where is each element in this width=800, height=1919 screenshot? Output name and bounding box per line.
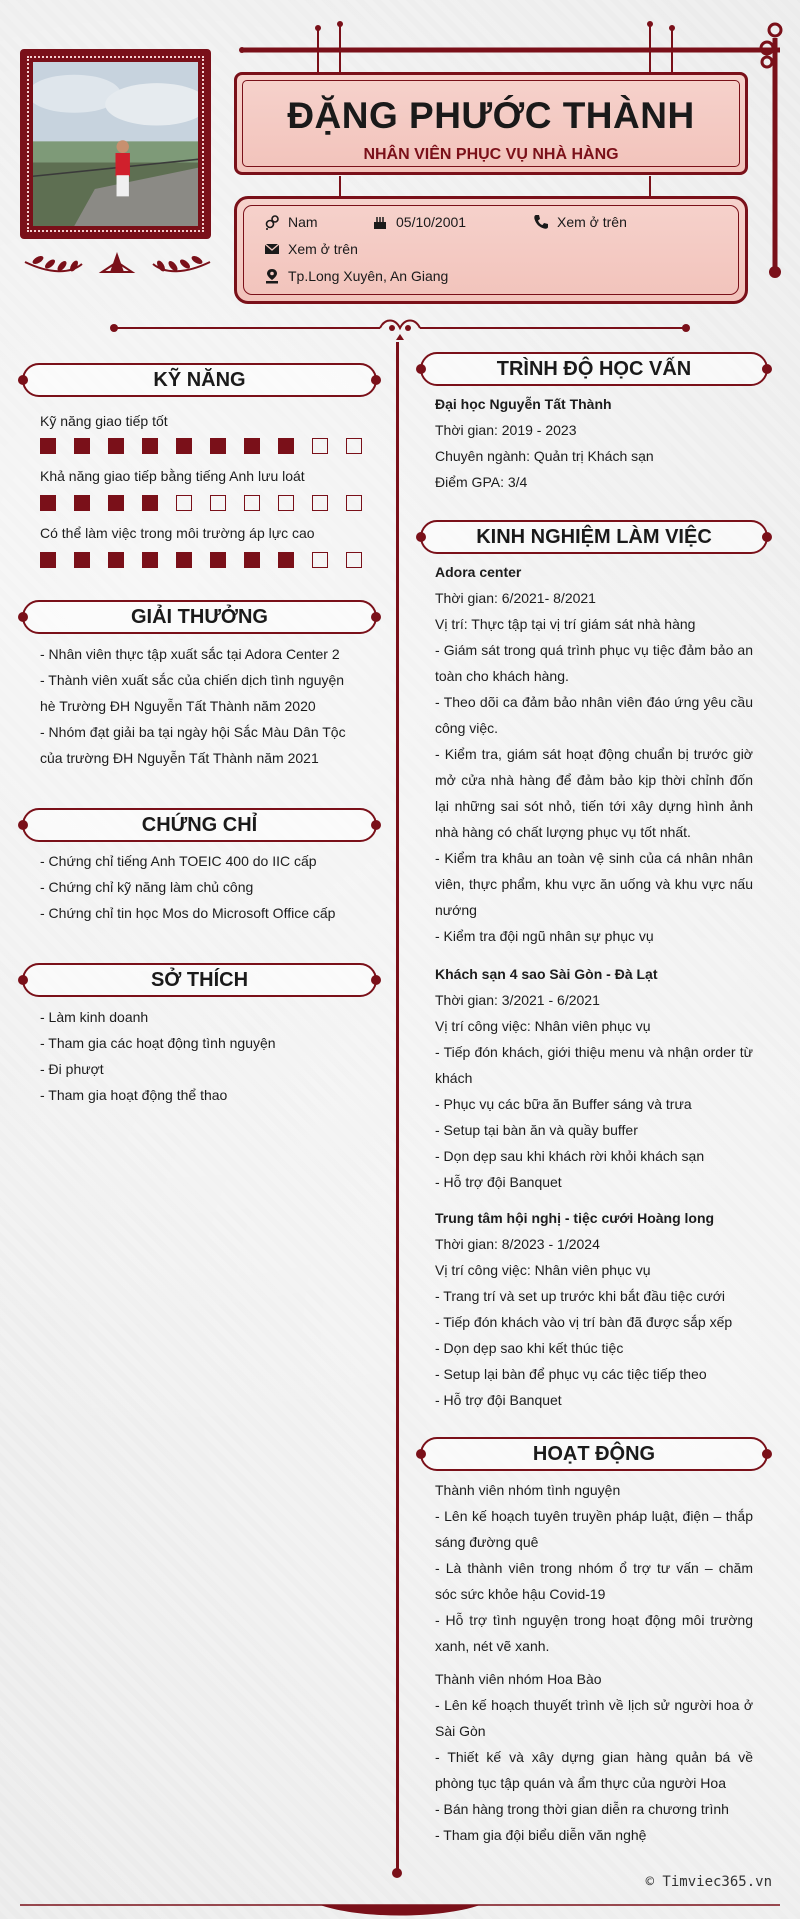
experience-time: Thời gian: 8/2023 - 1/2024 — [435, 1236, 600, 1252]
skill-2-dot — [210, 495, 226, 511]
skill-1-label: Kỹ năng giao tiếp tốt — [40, 413, 168, 429]
activity-item: - Lên kế hoạch tuyên truyền pháp luật, điện – thắp sáng đường quê — [435, 1508, 753, 1550]
skill-2-dot — [176, 495, 192, 511]
skill-3-label: Có thể làm việc trong môi trường áp lực cao — [40, 525, 315, 541]
phone-value: Xem ở trên — [557, 214, 627, 230]
experience-duty: - Tiếp đón khách vào vị trí bàn đã được sắp xếp — [435, 1314, 733, 1330]
skill-2-dot — [74, 495, 90, 511]
experience-duty: - Trang trí và set up trước khi bắt đầu tiệc cưới — [435, 1288, 725, 1304]
skill-2-dot — [40, 495, 56, 511]
education-heading: TRÌNH ĐỘ HỌC VẤN — [420, 352, 768, 386]
experience-duty: - Kiểm tra khâu an toàn vệ sinh của cá nhân nhân viên, thực phẩm, khu vực ăn uống và khu vực nấu nướng — [435, 850, 753, 918]
experience-block-1 — [435, 559, 753, 949]
school-name: Đại học Nguyễn Tất Thành — [435, 396, 612, 412]
activity-item: - Lên kế hoạch thuyết trình về lịch sử người hoa ở Sài Gòn — [435, 1697, 753, 1739]
skill-1-dot — [74, 438, 90, 454]
award-item: - Thành viên xuất sắc của chiến dịch tình nguyện hè Trường ĐH Nguyễn Tất Thành năm 2020 — [40, 672, 345, 714]
skill-3-dot — [244, 552, 260, 568]
education-gpa: Điểm GPA: 3/4 — [435, 474, 528, 490]
certificate-item: - Chứng chỉ tiếng Anh TOEIC 400 do IIC cấp — [40, 853, 317, 869]
hobby-item: - Tham gia hoạt động thể thao — [40, 1087, 228, 1103]
hobby-item: - Tham gia các hoạt động tình nguyện — [40, 1035, 276, 1051]
skill-1-rating — [40, 438, 362, 454]
experience-time: Thời gian: 6/2021- 8/2021 — [435, 590, 596, 606]
experience-block-2 — [435, 961, 753, 1195]
address-item — [264, 268, 448, 284]
candidate-role: NHÂN VIÊN PHỤC VỤ NHÀ HÀNG — [363, 146, 619, 163]
profile-photo — [33, 62, 198, 226]
hobby-item: - Làm kinh doanh — [40, 1009, 149, 1025]
skill-2-dot — [278, 495, 294, 511]
hobby-item: - Đi phượt — [40, 1061, 104, 1077]
skill-3-dot — [210, 552, 226, 568]
experience-company: Trung tâm hội nghị - tiệc cưới Hoàng long — [435, 1210, 715, 1226]
activity-block-2 — [435, 1666, 753, 1848]
experience-heading: KINH NGHIỆM LÀM VIỆC — [420, 520, 768, 554]
gender-item — [264, 214, 318, 230]
activity-item: - Là thành viên trong nhóm ổ trợ tư vấn – chăm sóc sức khỏe hậu Covid-19 — [435, 1560, 753, 1602]
skill-3-rating — [40, 552, 362, 568]
skill-2-dot — [142, 495, 158, 511]
skill-2-label: Khả năng giao tiếp bằng tiếng Anh lưu loát — [40, 468, 305, 484]
skill-1-dot — [278, 438, 294, 454]
experience-duty: - Dọn dẹp sao khi kết thúc tiệc — [435, 1340, 624, 1356]
awards-heading: GIẢI THƯỞNG — [22, 600, 377, 634]
activity-item: - Tham gia đội biểu diễn văn nghệ — [435, 1827, 647, 1843]
skill-1-dot — [346, 438, 362, 454]
skill-3-dot — [40, 552, 56, 568]
location-icon — [264, 268, 280, 284]
gender-value: Nam — [288, 214, 318, 230]
phone-item — [533, 214, 627, 230]
skill-1-dot — [176, 438, 192, 454]
email-item — [264, 241, 358, 257]
experience-duty: - Giám sát trong quá trình phục vụ tiệc đảm bảo an toàn cho khách hàng. — [435, 642, 753, 684]
activity-item: - Hỗ trợ tình nguyện trong hoạt động môi trường xanh, nét vẽ xanh. — [435, 1612, 753, 1654]
bottom-ornament — [20, 1895, 780, 1919]
skill-3-dot — [278, 552, 294, 568]
skill-1-dot — [312, 438, 328, 454]
gender-icon — [264, 214, 280, 230]
skill-1-dot — [244, 438, 260, 454]
hobbies-heading: SỞ THÍCH — [22, 963, 377, 997]
experience-duty: - Phục vụ các bữa ăn Buffer sáng và trưa — [435, 1096, 692, 1112]
experience-duty: - Setup lại bàn để phục vụ các tiệc tiếp theo — [435, 1366, 707, 1382]
skill-3-dot — [108, 552, 124, 568]
skill-3-dot — [312, 552, 328, 568]
activity-title: Thành viên nhóm Hoa Bào — [435, 1671, 602, 1687]
skill-2-dot — [312, 495, 328, 511]
experience-time: Thời gian: 3/2021 - 6/2021 — [435, 992, 600, 1008]
award-item: - Nhóm đạt giải ba tại ngày hội Sắc Màu Dân Tộc của trường ĐH Nguyễn Tất Thành năm 2021 — [40, 724, 346, 766]
experience-duty: - Tiếp đón khách, giới thiệu menu và nhận order từ khách — [435, 1044, 753, 1086]
experience-position: Vị trí: Thực tập tại vị trí giám sát nhà hàng — [435, 616, 696, 632]
skill-1-dot — [142, 438, 158, 454]
skills-heading: KỸ NĂNG — [22, 363, 377, 397]
skill-2-dot — [108, 495, 124, 511]
experience-block-3 — [435, 1205, 753, 1413]
experience-duty: - Kiểm tra, giám sát hoạt động chuẩn bị trước giờ mở cửa nhà hàng để đảm bảo kịp thời chỉnh đốn lại những sai sót nhỏ, tiến tới xây dựng hình ảnh nhà hàng có chất lượng phục vụ tốt nhất. — [435, 746, 753, 840]
skill-2-dot — [244, 495, 260, 511]
hobbies-list — [40, 1004, 360, 1108]
skill-1-dot — [40, 438, 56, 454]
skill-2-rating — [40, 495, 362, 511]
certificate-item: - Chứng chỉ tin học Mos do Microsoft Office cấp — [40, 905, 336, 921]
skill-3-dot — [74, 552, 90, 568]
award-item: - Nhân viên thực tập xuất sắc tại Adora Center 2 — [40, 646, 340, 662]
experience-position: Vị trí công việc: Nhân viên phục vụ — [435, 1018, 651, 1034]
candidate-name: ĐẶNG PHƯỚC THÀNH — [287, 95, 695, 136]
certificates-list — [40, 848, 360, 926]
experience-duty: - Hỗ trợ đội Banquet — [435, 1392, 562, 1408]
activity-item: - Thiết kế và xây dựng gian hàng quản bá về phòng tục tập quán và ẩm thực của người Hoa — [435, 1749, 753, 1791]
activity-block-1 — [435, 1477, 753, 1659]
footer-copyright: © Timviec365.vn — [645, 1874, 772, 1890]
envelope-icon — [264, 241, 280, 257]
cake-icon — [372, 214, 388, 230]
phone-icon — [533, 214, 549, 230]
skill-2-dot — [346, 495, 362, 511]
experience-duty: - Kiểm tra đội ngũ nhân sự phục vụ — [435, 928, 654, 944]
education-time: Thời gian: 2019 - 2023 — [435, 422, 577, 438]
experience-company: Adora center — [435, 564, 522, 580]
column-divider-end — [392, 1868, 402, 1878]
education-block — [435, 391, 755, 495]
activity-item: - Bán hàng trong thời gian diễn ra chương trình — [435, 1801, 729, 1817]
email-value: Xem ở trên — [288, 241, 358, 257]
awards-list — [40, 641, 360, 771]
experience-duty: - Setup tại bàn ăn và quầy buffer — [435, 1122, 638, 1138]
birthday-item — [372, 214, 466, 230]
certificate-item: - Chứng chỉ kỹ năng làm chủ công — [40, 879, 254, 895]
experience-duty: - Dọn dẹp sau khi khách rời khỏi khách sạn — [435, 1148, 705, 1164]
address-value: Tp.Long Xuyên, An Giang — [288, 268, 449, 284]
birthday-value: 05/10/2001 — [396, 214, 467, 230]
activities-heading: HOẠT ĐỘNG — [420, 1437, 768, 1471]
profile-photo-frame — [20, 49, 211, 239]
laurel-ornament — [20, 242, 215, 282]
experience-duty: - Hỗ trợ đội Banquet — [435, 1174, 562, 1190]
experience-position: Vị trí công việc: Nhân viên phục vụ — [435, 1262, 651, 1278]
certificates-heading: CHỨNG CHỈ — [22, 808, 377, 842]
skill-3-dot — [346, 552, 362, 568]
skill-3-dot — [176, 552, 192, 568]
column-divider — [396, 342, 399, 1872]
education-major: Chuyên ngành: Quản trị Khách sạn — [435, 448, 654, 464]
activity-title: Thành viên nhóm tình nguyện — [435, 1482, 621, 1498]
experience-duty: - Theo dõi ca đảm bảo nhân viên đáo ứng yêu cầu công việc. — [435, 694, 753, 736]
skill-3-dot — [142, 552, 158, 568]
skill-1-dot — [210, 438, 226, 454]
experience-company: Khách sạn 4 sao Sài Gòn - Đà Lạt — [435, 966, 658, 982]
skill-1-dot — [108, 438, 124, 454]
